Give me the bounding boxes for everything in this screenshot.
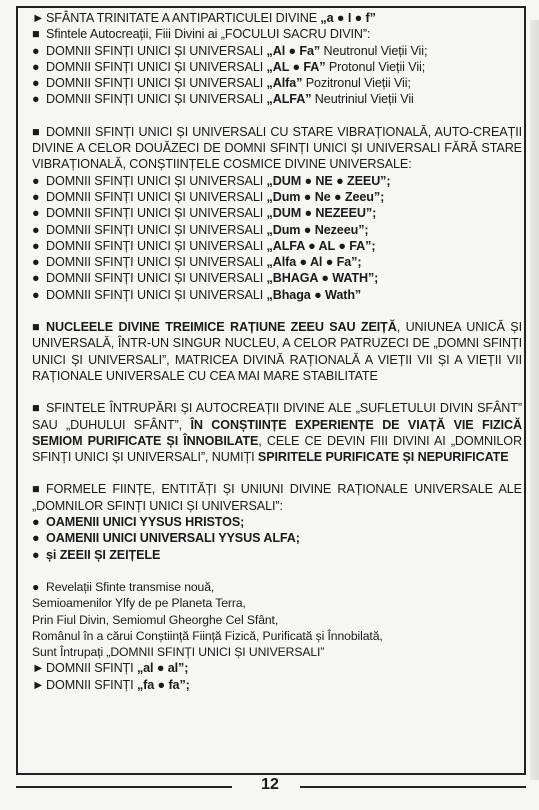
square-bullet-icon: ■ [32, 27, 40, 42]
revelation-line: Semioamenilor Ylfy de pe Planeta Terra, [32, 596, 246, 611]
list-item: ● DOMNII SFINȚI UNICI ȘI UNIVERSALI „Dum ● Nezeeu”; [32, 222, 369, 237]
section-vibrational-lords [32, 124, 522, 303]
revelation-line: Prin Fiul Divin, Semiomul Gheorghe Cel Sfânt, [32, 612, 279, 627]
circle-bullet-icon: ● [32, 238, 40, 253]
list-item: ● DOMNII SFINȚI UNICI ȘI UNIVERSALI „DUM ● NE ● ZEEU”; [32, 173, 391, 188]
section1-intro: ■ Sfintele Autocreații, Fiii Divini ai „FOCULUI SACRU DIVIN”: [32, 27, 371, 42]
footer-rule-left [16, 786, 232, 788]
circle-bullet-icon: ● [32, 76, 40, 91]
list-item: ● DOMNII SFINȚI UNICI ȘI UNIVERSALI „Bhaga ● Wath” [32, 287, 362, 302]
circle-bullet-icon: ● [32, 92, 40, 107]
list-item: ► DOMNII SFINȚI „fa ● fa”; [32, 677, 190, 692]
revelation-line: ● Revelații Sfinte transmise nouă, [32, 579, 215, 594]
circle-bullet-icon: ● [32, 287, 40, 302]
page-footer [0, 776, 539, 796]
list-item: ● și ZEEII ȘI ZEIȚELE [32, 547, 161, 562]
list-item: ● DOMNII SFINȚI UNICI ȘI UNIVERSALI „Alfa” Pozitronul Vieții Vii; [32, 76, 411, 91]
list-item: ● OAMENII UNICI YYSUS HRISTOS; [32, 515, 245, 530]
square-bullet-icon: ■ [32, 401, 40, 416]
circle-bullet-icon: ● [32, 531, 40, 546]
circle-bullet-icon: ● [32, 222, 40, 237]
list-item: ● DOMNII SFINȚI UNICI ȘI UNIVERSALI „Al ● Fa” Neutronul Vieții Vii; [32, 43, 428, 58]
arrow-right-icon: ► [32, 661, 45, 676]
section-divine-forms [32, 481, 522, 562]
list-item: ● DOMNII SFINȚI UNICI ȘI UNIVERSALI „ALFA ● AL ● FA”; [32, 238, 376, 253]
circle-bullet-icon: ● [32, 206, 40, 221]
revelation-line: Românul în a cărui Conștiință Ființă Fizică, Purificată și Înnobilată, [32, 628, 383, 643]
list-item: ● DOMNII SFINȚI UNICI ȘI UNIVERSALI „ALFA” Neutriniul Vieții Vii [32, 92, 414, 107]
list-item: ● DOMNII SFINȚI UNICI ȘI UNIVERSALI „BHAGA ● WATH”; [32, 271, 379, 286]
section-antiparticle-trinity [32, 10, 522, 108]
square-bullet-icon: ■ [32, 482, 40, 497]
list-item: ● DOMNII SFINȚI UNICI ȘI UNIVERSALI „Alfa ● Al ● Fa”; [32, 255, 362, 270]
revelation-line: Sunt Întrupați „DOMNII SFINȚI UNICI ȘI UNIVERSALI” [32, 645, 325, 660]
section-revelations [32, 579, 522, 693]
document-body [32, 10, 522, 693]
arrow-right-icon: ► [32, 677, 45, 692]
section-holy-incarnations: ■ SFINTELE ÎNTRUPĂRI ȘI AUTOCREAȚII DIVINE ALE „SUFLETULUI DIVIN SFÂNT” SAU „DUHULUI SFÂNT”, ÎN CONȘTIINȚE EXPERIENȚE DE VIAȚĂ VIE FIZICĂ SEMIOM PURIFICATE ȘI ÎNNOBILATE, CELE CE DEVIN FIII DIVINI AI „DOMNILOR SFINȚI UNICI ȘI UNIVERSALI”, NUMIȚI SPIRITELE PURIFICATE ȘI NEPURIFICATE [32, 401, 522, 465]
page-edge-shadow [530, 20, 539, 780]
list-item: ● OAMENII UNICI UNIVERSALI YYSUS ALFA; [32, 531, 300, 546]
square-bullet-icon: ■ [32, 124, 40, 139]
section1-header: ► SFÂNTA TRINITATE A ANTIPARTICULEI DIVINE „a ● I ● f” [32, 11, 376, 25]
section2-intro: ■ DOMNII SFINȚI UNICI ȘI UNIVERSALI CU STARE VIBRAȚIONALĂ, AUTO-CREAȚII DIVINE A CELOR DOUĂZECI DE DOMNI SFINȚI UNICI ȘI UNIVERSALI FĂRĂ STARE VIBRAȚIONALĂ, CONȘTIINȚELE COSMICE DIVINE UNIVERSALE: [32, 124, 522, 172]
arrow-right-icon: ► [32, 11, 45, 25]
circle-bullet-icon: ● [32, 579, 40, 594]
list-item: ● DOMNII SFINȚI UNICI ȘI UNIVERSALI „AL ● FA” Protonul Vieții Vii; [32, 59, 426, 74]
square-bullet-icon: ■ [32, 320, 40, 335]
footer-rule-right [300, 786, 526, 788]
circle-bullet-icon: ● [32, 59, 40, 74]
circle-bullet-icon: ● [32, 173, 40, 188]
circle-bullet-icon: ● [32, 43, 40, 58]
circle-bullet-icon: ● [32, 515, 40, 530]
circle-bullet-icon: ● [32, 547, 40, 562]
circle-bullet-icon: ● [32, 189, 40, 204]
section-trinity-nuclei: ■ NUCLEELE DIVINE TREIMICE RAȚIUNE ZEEU SAU ZEIȚĂ, UNIUNEA UNICĂ ȘI UNIVERSALĂ, ÎNTR-UN SINGUR NUCLEU, A CELOR PATRUZECI DE „DOMNI SFINȚI UNICI ȘI UNIVERSALI”, MATRICEA DIVINĂ RAȚIONALĂ A VIEȚII VII ȘI A VIEȚII VII RAȚIONALE UNIVERSALE CU CEA MAI MARE STABILITATE [32, 320, 523, 383]
list-item: ► DOMNII SFINȚI „al ● al”; [32, 661, 189, 676]
circle-bullet-icon: ● [32, 271, 40, 286]
circle-bullet-icon: ● [32, 255, 40, 270]
section5-intro: ■ FORMELE FIINȚE, ENTITĂȚI ȘI UNIUNI DIVINE RAȚIONALE UNIVERSALE ALE „DOMNILOR SFINȚI UNICI ȘI UNIVERSALI”: [32, 482, 522, 513]
page-number: 12 [261, 776, 279, 793]
list-item: ● DOMNII SFINȚI UNICI ȘI UNIVERSALI „DUM ● NEZEEU”; [32, 206, 377, 221]
list-item: ● DOMNII SFINȚI UNICI ȘI UNIVERSALI „Dum ● Ne ● Zeeu”; [32, 189, 385, 204]
